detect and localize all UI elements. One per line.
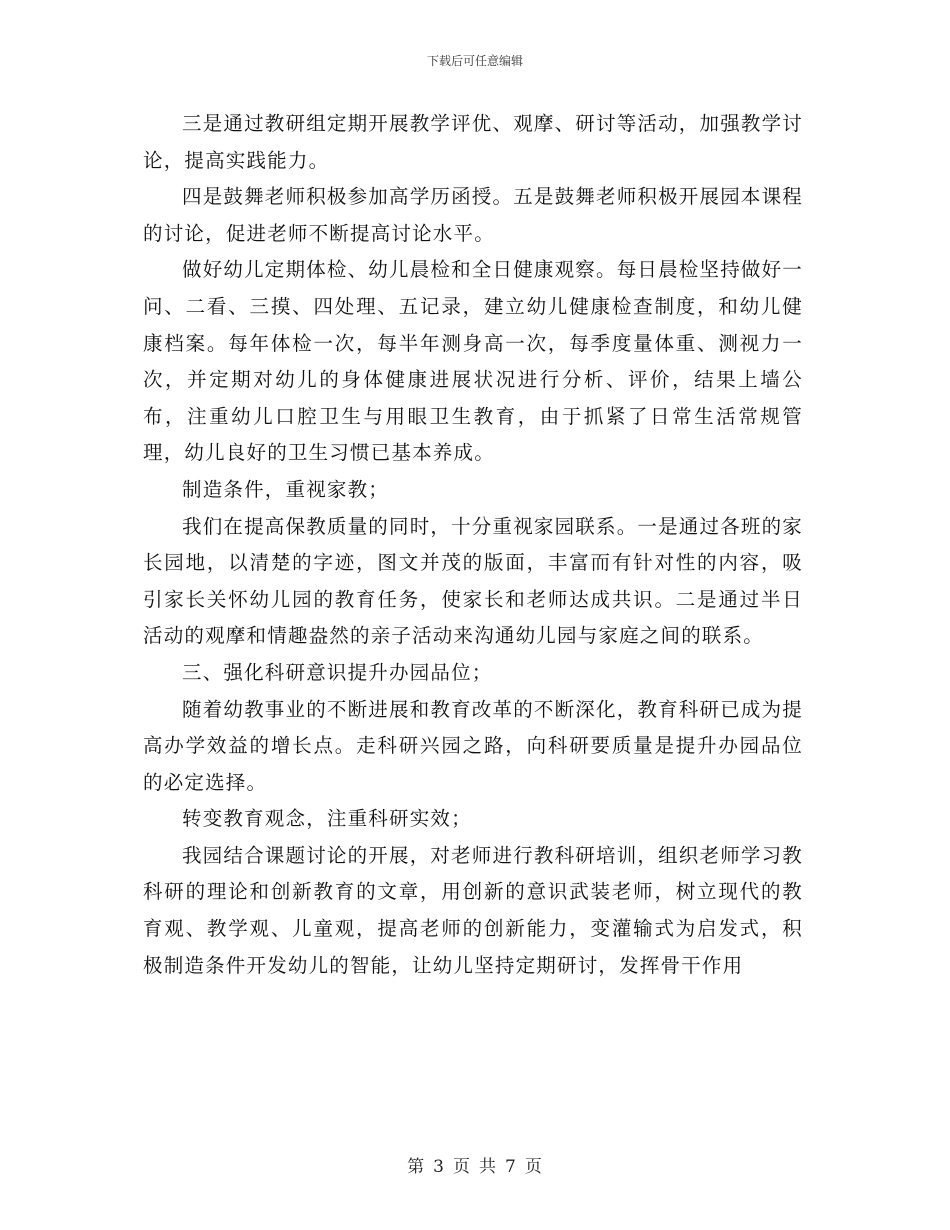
paragraph-1: 三是通过教研组定期开展教学评优、观摩、研讨等活动，加强教学讨论，提高实践能力。 <box>143 112 804 172</box>
paragraph-2: 四是鼓舞老师积极参加高学历函授。五是鼓舞老师积极开展园本课程的讨论，促进老师不断提高讨论水平。 <box>143 185 804 245</box>
footer-total-word: 共 <box>479 1157 497 1177</box>
paragraph-4-heading: 制造条件，重视家教； <box>182 477 390 501</box>
footer-total-pages: 7 <box>505 1157 517 1177</box>
paragraph-5: 我们在提高保教质量的同时，十分重视家园联系。一是通过各班的家长园地，以清楚的字迹，图文并茂的版面，丰富而有针对性的内容，吸引家长关怀幼儿园的教育任务，使家长和老师达成共识。二是通过半日活动的观摩和情趣盎然的亲子活动来沟通幼儿园与家庭之间的联系。 <box>143 514 804 648</box>
paragraph-3: 做好幼儿定期体检、幼儿晨检和全日健康观察。每日晨检坚持做好一问、二看、三摸、四处理、五记录，建立幼儿健康检查制度，和幼儿健康档案。每年体检一次，每半年测身高一次，每季度量体重、测视力一次，并定期对幼儿的身体健康进展状况进行分析、评价，结果上墙公布，注重幼儿口腔卫生与用眼卫生教育，由于抓紧了日常生活常规管理，幼儿良好的卫生习惯已基本养成。 <box>143 258 804 465</box>
paragraph-9: 我园结合课题讨论的开展，对老师进行教科研培训，组织老师学习教科研的理论和创新教育的文章，用创新的意识武装老师，树立现代的教育观、教学观、儿童观，提高老师的创新能力，变灌输式为启发式，积极制造条件开发幼儿的智能，让幼儿坚持定期研讨，发挥骨干作用 <box>143 843 804 977</box>
footer-suffix: 页 <box>524 1157 543 1177</box>
page-header-note: 下载后可任意编辑 <box>426 54 523 68</box>
paragraph-8-heading: 转变教育观念，注重科研实效； <box>182 807 472 831</box>
footer-current-page: 3 <box>433 1157 445 1177</box>
footer-prefix: 第 <box>407 1157 426 1177</box>
paragraph-7: 随着幼教事业的不断进展和教育改革的不断深化，教育科研已成为提高办学效益的增长点。走科研兴园之路，向科研要质量是提升办园品位的必定选择。 <box>143 697 804 794</box>
footer-page-word: 页 <box>453 1157 471 1177</box>
page-footer <box>0 1152 950 1177</box>
document-body <box>143 106 803 984</box>
paragraph-6-heading: 三、强化科研意识提升办园品位； <box>182 660 493 684</box>
